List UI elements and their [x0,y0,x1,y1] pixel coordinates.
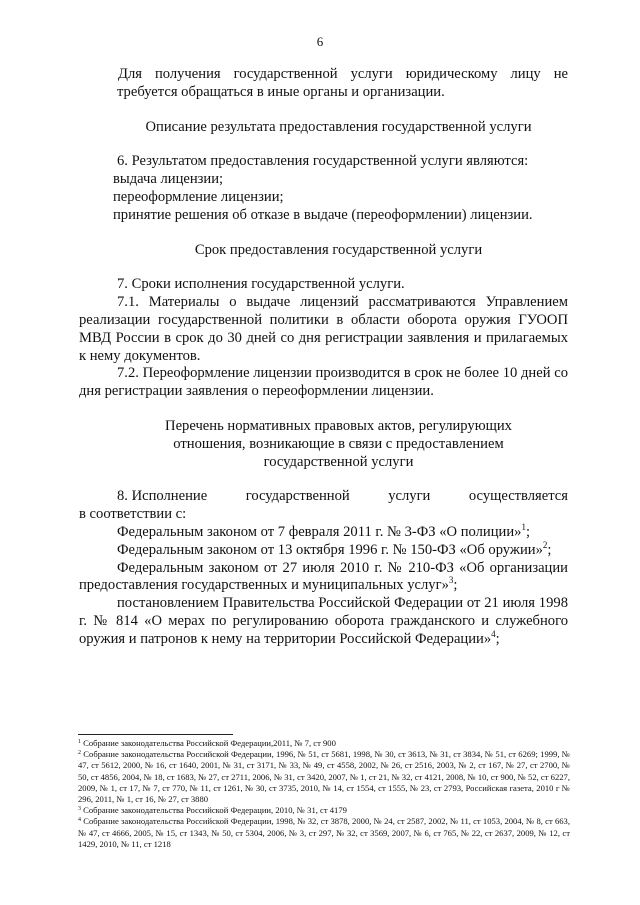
law-weapons-text: Федеральным законом от 13 октября 1996 г. № 150-ФЗ «Об оружии» [117,541,543,558]
footnote-text: Собрание законодательства Российской Федерации, 2010, № 31, ст 4179 [83,805,347,816]
paragraph-no-other-bodies: Для получения государственной услуги юридическому лицу не требуется обращаться в иные органы и организации. [117,66,568,100]
decree-814 [79,595,568,648]
decree-814-text: постановлением Правительства Российской Федерации от 21 июля 1998 г. № 814 «О мерах по регулированию оборота гражданского и служебного оружия и патронов к нему на территории Российской Федерации» [79,595,568,647]
law-weapons [79,539,568,560]
law-services [79,560,568,596]
law-police-text: Федеральным законом от 7 февраля 2011 г. № 3-ФЗ «О полиции» [117,523,522,540]
footnote-ref-4: 4 [491,628,496,639]
heading-result: Описание результата предоставления государственной услуги [145,118,532,135]
result-item-refusal: принятие решения об отказе в выдаче (переоформлении) лицензии. [113,206,533,223]
paragraph-6: 6. Результатом предоставления государственной услуги являются: [117,153,529,170]
paragraph-7-1: 7.1. Материалы о выдаче лицензий рассматриваются Управлением реализации государственной политики в области оборота оружия ГУООП МВД России в срок до 30 дней со дня регистрации заявления и прилагаемых к нему документов. [79,294,568,364]
paragraph-7-2: 7.2. Переоформление лицензии производится в срок не более 10 дней со дня регистрации заявления о переоформлении лицензии. [79,365,568,400]
result-item-reissue: переоформление лицензии; [113,188,284,205]
paragraph-8-first-line [117,488,568,506]
result-item-issue: выдача лицензии; [113,171,224,188]
footnote-2 [78,749,570,805]
p8-word-3: услуги [388,488,431,505]
law-police-tail: ; [525,523,531,540]
footnote-mark: 2 [78,750,81,757]
law-services-tail: ; [453,577,458,594]
footnote-text: Собрание законодательства Российской Федерации, 1996, № 51, ст 5681, 1998, № 30, ст 3613, № 31, ст 3834, № 51, ст 6269; 1999, № 47, ст 5612, 2000, № 16, ст 1640, 2001, № 31, ст 3171, № 33, № 49, ст 4558, 2002, № 26, ст 2516, 2003, № 2, ст 167, № 27, ст 2700, № 50, ст 4856, 2004, № 18, ст 1683, № 27, ст 2711, 2006, № 31, ст 3420, 2007, № 1, ст 21, № 32, ст 4121, 2008, № 10, ст 900, № 52, ст 6227, 2009, № 1, ст 17, № 7, ст 770, № 11, ст 1261, № 30, ст 3735, 2010, № 14, ст 1554, ст 1555, № 23, ст 2793, Российская газета, 2010 г № 296, 2011, № 1, ст 16, № 27, ст 3880 [78,749,570,805]
footnote-mark: 3 [78,806,81,813]
footnote-ref-1: 1 [521,521,526,532]
heading-acts-line-3: государственной услуги [263,453,414,470]
law-services-text: Федеральным законом от 27 июля 2010 г. № 210-ФЗ «Об организации предоставления государственных и муниципальных услуг» [79,559,568,594]
heading-acts-line-1: Перечень нормативных правовых актов, регулирующих [165,417,512,434]
p8-word-4: осуществляется [468,488,568,505]
p8-word-2: государственной [245,488,350,505]
law-weapons-tail: ; [547,541,552,558]
heading-acts-line-2: отношения, возникающие в связи с предоставлением [173,435,504,452]
p8-word-1: 8. Исполнение [117,488,208,505]
heading-term: Срок предоставления государственной услуги [194,241,483,258]
paragraph-7: 7. Сроки исполнения государственной услуги. [117,276,405,293]
footnote-4 [78,816,570,850]
footnote-mark: 1 [78,739,81,745]
decree-814-tail: ; [495,630,500,647]
footnote-3 [78,805,570,816]
footnote-ref-3: 3 [448,575,454,586]
page-number: 6 [316,34,324,49]
law-police [117,521,568,542]
footnotes [78,738,570,850]
footnote-divider [78,734,233,735]
paragraph-8-end: в соответствии с: [79,506,187,523]
footnote-ref-2: 2 [542,539,548,550]
footnote-text: Собрание законодательства Российской Федерации, 1998, № 32, ст 3878, 2000, № 24, ст 2587, 2002, № 11, ст 1053, 2004, № 8, ст 663, № 47, ст 4666, 2005, № 15, ст 1343, № 50, ст 5304, 2006, № 3, ст 297, № 32, ст 3569, 2007, № 6, ст 765, № 22, ст 2637, 2009, № 12, ст 1429, 2010, № 11, ст 1218 [78,816,571,849]
main-text [79,66,568,649]
footnote-mark: 4 [78,817,81,824]
footnote-text: Собрание законодательства Российской Федерации,2011, № 7, ст 900 [83,738,336,748]
footnote-1 [78,738,570,749]
